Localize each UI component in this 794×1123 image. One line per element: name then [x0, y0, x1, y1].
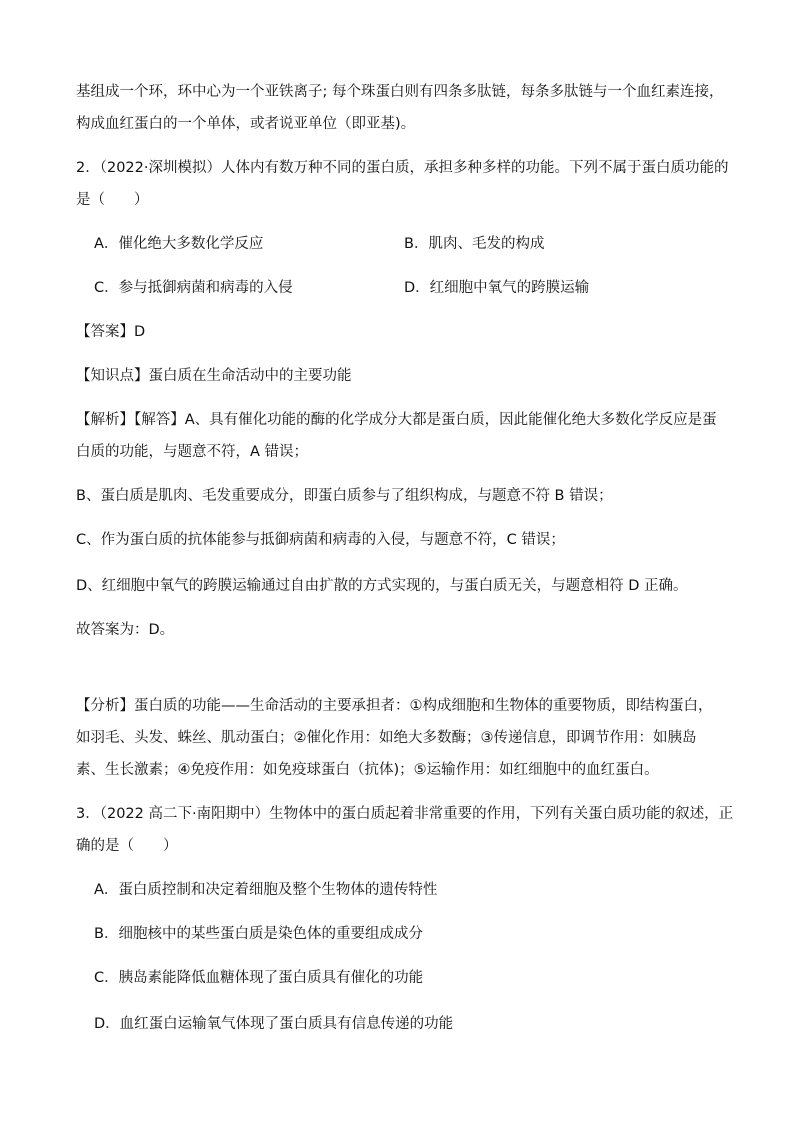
- q2-option-c: C．参与抵御病菌和病毒的入侵: [94, 280, 293, 296]
- q3-option-a: A．蛋白质控制和决定着细胞及整个生物体的遗传特性: [94, 882, 438, 898]
- q2-stem-line-1: 2．（2022·深圳模拟）人体内有数万种不同的蛋白质，承担多种多样的功能。下列不属于蛋白质功能的: [76, 160, 729, 176]
- q2-stem-line-2: 是（ ）: [76, 192, 149, 208]
- q2-option-d: D．红细胞中氧气的跨膜运输: [404, 280, 590, 296]
- q2-fenxi-line-2: 如羽毛、头发、蛛丝、肌动蛋白；②催化作用：如绝大多数酶；③传递信息，即调节作用：如胰岛: [76, 730, 697, 746]
- q2-answer: 【答案】D: [76, 324, 146, 340]
- q2-conclusion: 故答案为：D。: [76, 622, 175, 638]
- q2-analysis-b: B、蛋白质是肌肉、毛发重要成分，即蛋白质参与了组织构成，与题意不符 B 错误；: [76, 488, 613, 504]
- q2-analysis-line-1: 【解析】【解答】A、具有催化功能的酶的化学成分大都是蛋白质，因此能催化绝大多数化学反应是蛋: [76, 412, 717, 428]
- q2-analysis-c: C、作为蛋白质的抗体能参与抵御病菌和病毒的入侵，与题意不符，C 错误；: [76, 532, 565, 548]
- q3-option-d: D．血红蛋白运输氧气体现了蛋白质具有信息传递的功能: [94, 1016, 454, 1032]
- q2-option-b: B．肌肉、毛发的构成: [404, 236, 545, 252]
- q3-stem-line-2: 确的是（ ）: [76, 838, 178, 854]
- q2-option-a: A．催化绝大多数化学反应: [94, 236, 264, 252]
- q2-analysis-d: D、红细胞中氧气的跨膜运输通过自由扩散的方式实现的，与蛋白质无关，与题意相符 D 正确。: [76, 578, 688, 594]
- q2-fenxi-line-1: 【分析】蛋白质的功能——生命活动的主要承担者：①构成细胞和生物体的重要物质，即结构蛋白，: [76, 698, 713, 714]
- q3-option-b: B．细胞核中的某些蛋白质是染色体的重要组成成分: [94, 926, 423, 942]
- intro-line-2: 构成血红蛋白的一个单体，或者说亚单位（即亚基)。: [76, 116, 416, 132]
- intro-line-1: 基组成一个环，环中心为一个亚铁离子; 每个珠蛋白则有四条多肽链，每条多肽链与一个血红素连接，: [76, 84, 724, 100]
- q2-analysis-line-2: 白质的功能，与题意不符，A 错误；: [76, 444, 309, 460]
- q3-stem-line-1: 3．（2022 高二下·南阳期中）生物体中的蛋白质起着非常重要的作用，下列有关蛋白质功能的叙述，正: [76, 806, 734, 822]
- q2-knowledge-point: 【知识点】蛋白质在生命活动中的主要功能: [76, 368, 352, 384]
- q2-fenxi-line-3: 素、生长激素；④免疫作用：如免疫球蛋白（抗体)；⑤运输作用：如红细胞中的血红蛋白。: [76, 762, 659, 778]
- q3-option-c: C．胰岛素能降低血糖体现了蛋白质具有催化的功能: [94, 970, 424, 986]
